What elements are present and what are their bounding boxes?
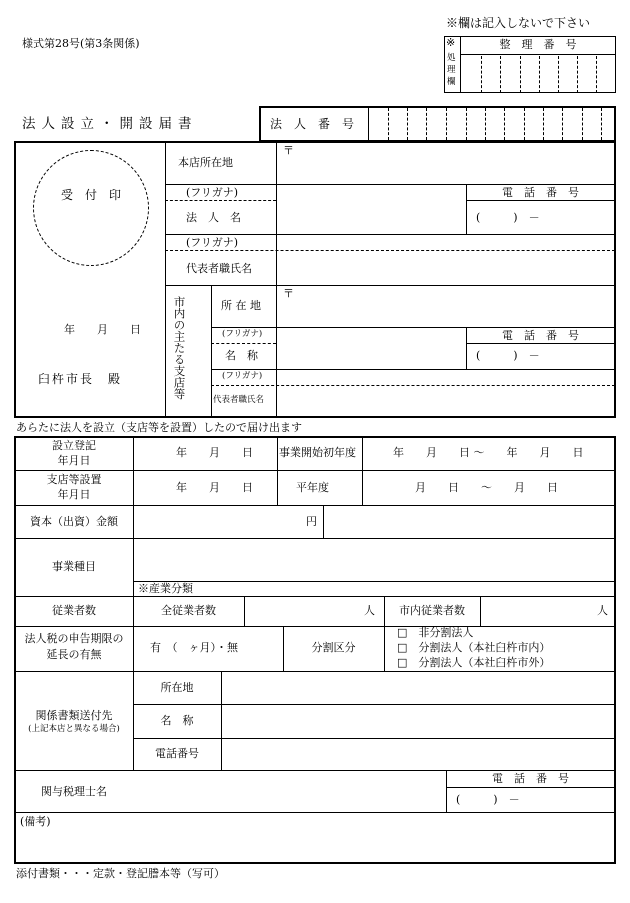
- form-title: 法人設立・開設届書: [22, 116, 198, 132]
- branch-phone-label: 電 話 番 号: [502, 329, 579, 342]
- declaration-text: あらたに法人を設立（支店等を設置）したので届け出ます: [16, 421, 302, 434]
- employees-label: 従業者数: [52, 604, 96, 617]
- first-year-label: 事業開始初年度: [279, 446, 356, 459]
- tax-accountant-phone-label: 電 話 番 号: [492, 772, 569, 785]
- receipt-stamp-circle: [33, 150, 149, 266]
- docs-dest-note: (上記本店と異なる場合): [28, 724, 120, 734]
- office-header: 整 理 番 号: [499, 38, 577, 51]
- docs-phone-label: 電話番号: [155, 747, 199, 760]
- tax-accountant-phone-value: ( ) －: [456, 793, 520, 806]
- branch-rep-furigana-label: (フリガナ): [222, 371, 263, 381]
- split-option-3[interactable]: □ 分割法人（本社臼杵市外）: [397, 656, 551, 669]
- branch-address-label: 所 在 地: [221, 299, 261, 312]
- business-label: 事業種目: [52, 560, 96, 573]
- corp-name-label: 法 人 名: [186, 211, 241, 224]
- total-employees-label: 全従業者数: [161, 604, 216, 617]
- office-mark: ※: [446, 36, 456, 49]
- split-option-1[interactable]: □ 非分割法人: [397, 626, 474, 639]
- tax-extension-label-1: 法人税の申告期限の: [24, 632, 124, 645]
- branch-vertical-label: 市内の主たる支店等: [172, 296, 187, 400]
- office-label-3: 欄: [447, 77, 456, 87]
- form-number: 様式第28号(第3条関係): [22, 37, 140, 50]
- capital-label: 資本（出資）金額: [30, 515, 118, 528]
- date-line: 年 月 日: [64, 323, 141, 336]
- remarks-label: (備考): [20, 815, 51, 828]
- fiscal-year-label: 平年度: [296, 481, 329, 494]
- office-label-2: 理: [447, 65, 456, 75]
- corporate-number-label: 法 人 番 号: [270, 117, 355, 131]
- capital-yen: 円: [306, 515, 317, 528]
- establishment-date: 年 月 日: [176, 446, 253, 459]
- docs-name-label: 名 称: [160, 714, 194, 727]
- office-label-1: 処: [447, 53, 456, 63]
- first-year-range: 年 月 日 ～ 年 月 日: [393, 446, 584, 459]
- branch-set-label-1: 支店等設置: [46, 473, 102, 486]
- tax-extension-value: 有 （ ヶ月）・無: [150, 641, 238, 654]
- branch-name-label: 名 称: [225, 349, 258, 362]
- branch-set-date: 年 月 日: [176, 481, 253, 494]
- branch-furigana-label: (フリガナ): [222, 329, 263, 339]
- city-employees-unit: 人: [597, 604, 608, 617]
- establishment-label-1: 設立登記: [52, 439, 96, 452]
- corp-phone-label: 電 話 番 号: [502, 186, 579, 199]
- branch-set-label-2: 年月日: [57, 488, 91, 501]
- branch-rep-label: 代表者職氏名: [213, 395, 265, 405]
- fiscal-range: 月 日 ～ 月 日: [415, 481, 558, 494]
- corp-furigana-label: (フリガナ): [186, 186, 239, 199]
- split-label: 分割区分: [311, 641, 356, 654]
- branch-postal: 〒: [283, 287, 294, 300]
- total-employees-unit: 人: [364, 604, 375, 617]
- city-employees-label: 市内従業者数: [399, 604, 465, 617]
- addressee: 臼杵市長 殿: [38, 372, 123, 386]
- notice-text: ※欄は記入しないで下さい: [446, 16, 591, 30]
- tax-extension-label-2: 延長の有無: [46, 648, 102, 661]
- industry-label: ※産業分類: [138, 582, 193, 595]
- rep-furigana-label: (フリガナ): [186, 236, 239, 249]
- head-office-label: 本店所在地: [178, 156, 233, 169]
- tax-accountant-label: 関与税理士名: [41, 785, 107, 798]
- split-option-2[interactable]: □ 分割法人（本社臼杵市内）: [397, 641, 551, 654]
- attachments-text: 添付書類・・・定款・登記謄本等（写可）: [16, 867, 225, 880]
- corp-phone-value: ( ) －: [476, 211, 540, 224]
- head-office-postal: 〒: [283, 144, 294, 157]
- docs-location-label: 所在地: [160, 681, 194, 694]
- docs-dest-label: 関係書類送付先: [35, 709, 113, 722]
- establishment-label-2: 年月日: [57, 454, 91, 467]
- branch-phone-value: ( ) －: [476, 349, 540, 362]
- receipt-stamp-label: 受 付 印: [60, 188, 121, 202]
- rep-label: 代表者職氏名: [186, 262, 252, 275]
